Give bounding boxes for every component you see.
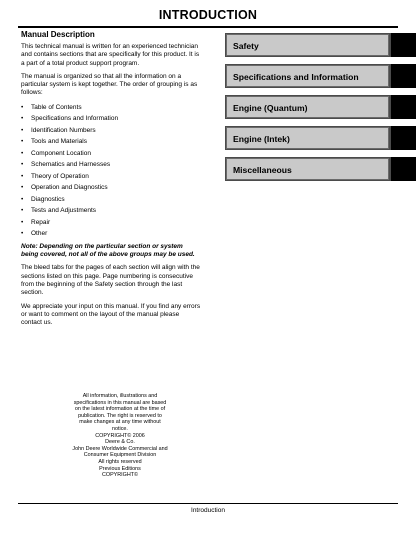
copyright-line: on the latest information at the time of	[74, 406, 166, 413]
copyright-line: notice.	[112, 425, 128, 432]
list-item	[21, 206, 201, 218]
bleed-tab-edge	[391, 126, 416, 150]
copyright-line: publication. The right is reserved to	[78, 412, 162, 419]
grouping-list	[21, 103, 201, 241]
feedback-paragraph: We appreciate your input on this manual. If you find any errors or want to comment on the layout of the manual please contact us.	[21, 302, 201, 327]
list-item-label: Tools and Materials	[31, 138, 87, 146]
tab-label: Safety	[233, 41, 259, 51]
bullet-icon: •	[21, 161, 24, 169]
tab-miscellaneous[interactable]	[225, 157, 416, 181]
list-item	[21, 160, 201, 172]
copyright-line: All rights reserved	[98, 458, 142, 465]
bullet-icon: •	[21, 138, 24, 146]
bullet-icon: •	[21, 184, 24, 192]
list-item	[21, 126, 201, 138]
bullet-icon: •	[21, 195, 24, 203]
note-paragraph: Note: Depending on the particular section or system being covered, not all of the above groups may be used.	[21, 242, 195, 259]
list-item-label: Identification Numbers	[31, 126, 96, 134]
copyright-line: COPYRIGHT© 2006	[95, 432, 145, 439]
tab-label: Miscellaneous	[233, 165, 292, 175]
list-item-label: Theory of Operation	[31, 172, 89, 180]
bullet-icon: •	[21, 149, 24, 157]
list-item-label: Specifications and Information	[31, 115, 119, 123]
list-item	[21, 183, 201, 195]
bleed-tabs-paragraph: The bleed tabs for the pages of each section will align with the sections listed on this page. Page numbering is consecutive from the beginning of the Safety section through the last section.	[21, 264, 200, 297]
title-divider	[18, 26, 398, 28]
list-item	[21, 137, 201, 149]
list-item	[21, 218, 201, 230]
list-item	[21, 103, 201, 115]
tab-engine-intek[interactable]	[225, 126, 416, 150]
bullet-icon: •	[21, 218, 24, 226]
list-item	[21, 149, 201, 161]
bleed-tab-edge	[391, 95, 416, 119]
copyright-line: Deere & Co.	[105, 439, 135, 446]
tab-label: Engine (Intek)	[233, 134, 290, 144]
list-item-label: Table of Contents	[31, 103, 82, 111]
bullet-icon: •	[21, 230, 24, 238]
footer-divider	[18, 503, 398, 504]
copyright-line: John Deere Worldwide Commercial and	[72, 445, 168, 452]
tab-engine-quantum[interactable]	[225, 95, 416, 119]
footer-section-label: Introduction	[191, 507, 225, 514]
section-heading: Manual Description	[21, 30, 95, 39]
manual-description-section	[21, 30, 201, 332]
list-item-label: Schematics and Harnesses	[31, 161, 111, 169]
tab-specifications-and-information[interactable]	[225, 64, 416, 88]
copyright-line: specifications in this manual are based	[73, 399, 167, 406]
list-item-label: Operation and Diagnostics	[31, 184, 108, 192]
intro-paragraph: This technical manual is written for an experienced technician and contains sections that are specifically for this product. It is a part of a total product support program.	[21, 43, 200, 67]
bullet-icon: •	[21, 115, 24, 123]
list-item	[21, 114, 201, 126]
list-item-label: Component Location	[31, 149, 91, 157]
copyright-line: All information, illustrations and	[82, 393, 158, 399]
list-item-label: Diagnostics	[31, 195, 65, 203]
tab-label: Specifications and Information	[233, 72, 359, 82]
bullet-icon: •	[21, 207, 24, 215]
bleed-tab-edge	[391, 64, 416, 88]
list-item-label: Repair	[31, 218, 51, 226]
organization-paragraph: The manual is organized so that all the information on a particular system is kept together. The order of grouping is as follows:	[21, 72, 198, 97]
copyright-line: make changes at any time without	[79, 419, 161, 426]
copyright-line: Previous Editions	[99, 465, 141, 472]
list-item	[21, 172, 201, 184]
list-item	[21, 229, 201, 241]
list-item	[21, 195, 201, 207]
tab-label: Engine (Quantum)	[233, 103, 308, 113]
bleed-tab-edge	[391, 33, 416, 57]
copyright-line: Consumer Equipment Division	[83, 452, 157, 459]
copyright-notice	[62, 393, 178, 479]
page-title: INTRODUCTION	[158, 8, 258, 22]
list-item-label: Other	[31, 230, 48, 238]
bleed-tab-edge	[391, 157, 416, 181]
bullet-icon: •	[21, 172, 24, 180]
bullet-icon: •	[21, 103, 24, 111]
tab-safety[interactable]	[225, 33, 416, 57]
copyright-line: COPYRIGHT©	[101, 472, 139, 479]
list-item-label: Tests and Adjustments	[31, 207, 97, 215]
bullet-icon: •	[21, 126, 24, 134]
